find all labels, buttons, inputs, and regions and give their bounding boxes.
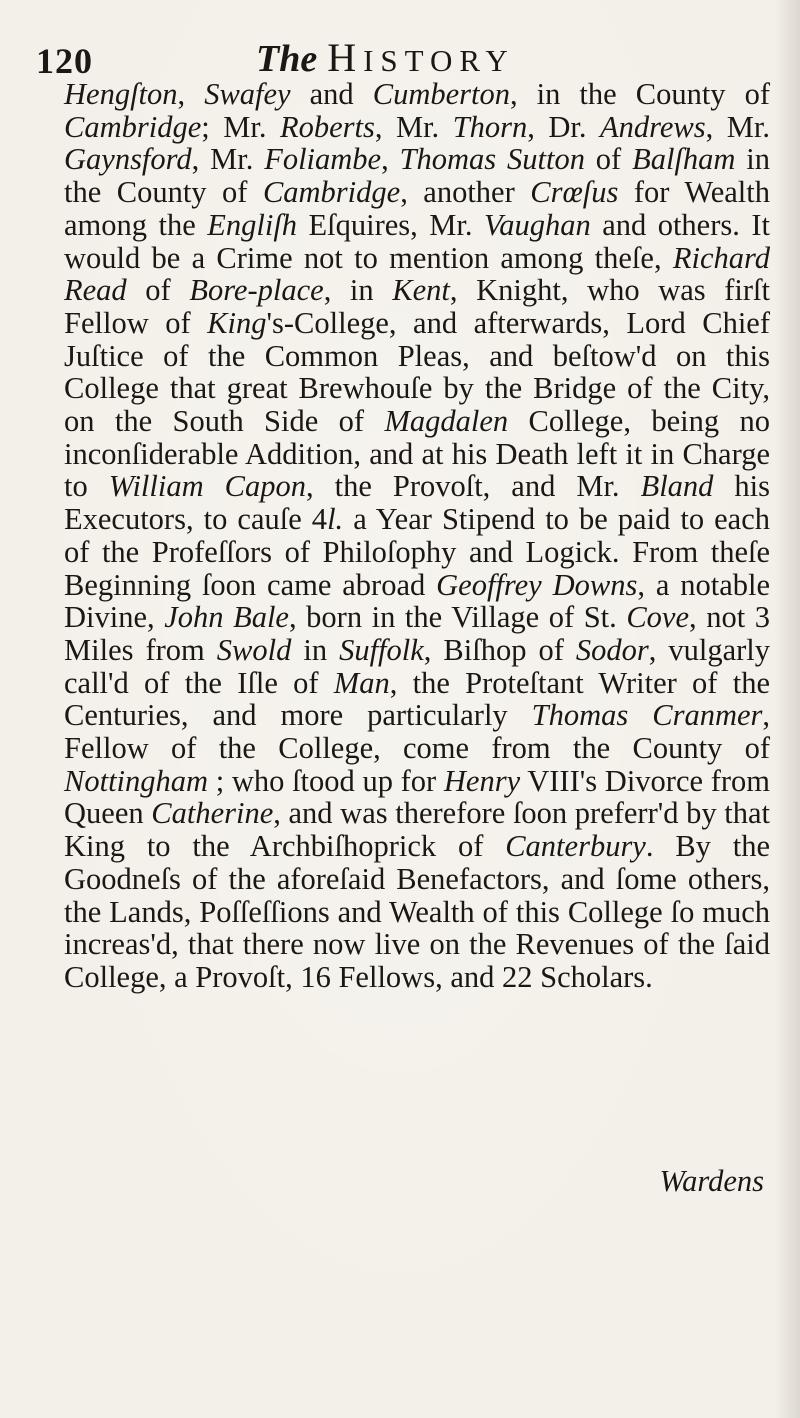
running-head-history-initial: H <box>327 35 364 80</box>
italic-run: John Bale <box>164 600 289 635</box>
italic-run: Canterbury <box>505 829 646 864</box>
italic-run: Nottingham <box>64 763 209 798</box>
text-run: , in the County of <box>509 77 770 111</box>
text-run: Eſquires, Mr. <box>297 207 484 242</box>
italic-run: King <box>207 305 267 340</box>
running-head <box>256 34 515 81</box>
page-number: 120 <box>36 41 93 81</box>
text-run: in <box>291 632 340 667</box>
text-run: , <box>381 142 400 177</box>
text-run: , Mr. <box>374 109 453 144</box>
italic-run: Richard Read <box>64 240 770 308</box>
text-run: , Mr. <box>191 142 265 177</box>
text-run: , Fellow of the College, come from the County of <box>64 698 770 766</box>
text-run: VIII's Divorce from Queen <box>64 763 770 831</box>
text-run: , a notable Divine, <box>64 567 770 635</box>
italic-run: Swafey <box>204 77 291 111</box>
italic-run: Hengſton <box>64 77 178 111</box>
italic-run: Cove <box>626 600 690 635</box>
text-run: , the Proteſtant Writer of the Centuries, and more particularly <box>64 665 770 733</box>
text-run: and <box>290 77 373 111</box>
running-head-the: The <box>256 38 318 80</box>
italic-run: l. <box>327 502 344 537</box>
italic-run: Thomas Sutton <box>399 142 585 177</box>
text-run: , not 3 Miles from <box>64 600 771 667</box>
italic-run: Balſham <box>632 142 736 177</box>
italic-run: Henry <box>443 763 521 798</box>
italic-run: Swold <box>216 632 292 667</box>
running-head-history <box>327 35 515 80</box>
italic-run: Bland <box>640 469 714 504</box>
italic-run: Thomas Cranmer <box>531 698 763 733</box>
text-run: of <box>584 142 633 177</box>
text-run: for Wealth among the <box>64 175 770 242</box>
text-run: in the County of <box>64 142 770 210</box>
italic-run: Cumberton <box>372 77 510 111</box>
italic-run: Cambridge <box>262 175 401 210</box>
running-head-history-rest: ISTORY <box>363 43 515 78</box>
italic-run: William Capon <box>108 469 306 504</box>
text-run: ; Mr. <box>201 109 280 144</box>
italic-run: Catherine <box>151 796 274 831</box>
italic-run: Geoffrey Downs <box>436 567 638 602</box>
text-run: , vulgarly call'd of the Iſle of <box>64 632 770 700</box>
text-run: College, being no inconſiderable Addition, and at his Death left it in Charge to <box>64 404 770 504</box>
body-paragraph <box>64 78 770 994</box>
italic-run: Magdalen <box>384 404 509 439</box>
italic-run: Suffolk <box>339 632 424 667</box>
text-run: . By the Goodneſs of the aforeſaid Benefactors, and ſome others, the Lands, Poſſeſſions and Wealth of this College ſo much increas'd, that there now live on the Revenues of the ſaid College, a Provoſt, 16 Fellows, and 22 Scholars. <box>64 829 771 994</box>
text-run: , Mr. <box>705 109 770 144</box>
italic-run: Gaynsford <box>64 142 192 177</box>
text-run: ; who ſtood up for <box>208 763 444 798</box>
text-run: a Year Stipend to be paid to each of the Profeſſors of Philoſophy and Logick. From theſe Beginning ſoon came abroad <box>64 502 771 602</box>
text-run: his Executors, to cauſe 4 <box>64 469 771 537</box>
italic-run: Foliambe <box>264 142 382 177</box>
text-run: , the Provoſt, and Mr. <box>305 469 641 504</box>
italic-run: Crœſus <box>530 175 619 210</box>
text-run: and others. It would be a Crime not to mention among theſe, <box>64 207 770 275</box>
text-run: , Dr. <box>527 109 601 144</box>
italic-run: Bore-place <box>189 273 324 308</box>
text-run: , another <box>400 175 531 210</box>
text-run: , born in the Village of St. <box>288 600 627 635</box>
text-run: , Biſhop of <box>423 632 576 667</box>
italic-run: Thorn <box>452 109 528 144</box>
italic-run: Roberts <box>279 109 375 144</box>
text-run: , Knight, who was firſt Fellow of <box>64 273 770 340</box>
italic-run: Man <box>333 665 390 700</box>
italic-run: Cambridge <box>64 109 202 144</box>
catchword: Wardens <box>659 1164 764 1198</box>
text-run: , in <box>323 273 393 308</box>
italic-run: Kent <box>392 273 450 308</box>
italic-run: Sodor <box>575 632 649 667</box>
italic-run: Andrews <box>600 109 706 144</box>
italic-run: Engliſh <box>207 207 298 242</box>
text-run: , and was therefore ſoon preferr'd by that King to the Archbiſhoprick of <box>64 796 771 864</box>
italic-run: Vaughan <box>483 207 591 242</box>
page-edge-shadow <box>774 0 800 1418</box>
text-run: 's-College, and afterwards, Lord Chief Juſtice of the Common Pleas, and beſtow'd on this College that great Brewhouſe by the Bridge of the City, on the South Side of <box>64 305 770 439</box>
text-run: , <box>177 77 205 111</box>
text-run: of <box>126 273 190 308</box>
